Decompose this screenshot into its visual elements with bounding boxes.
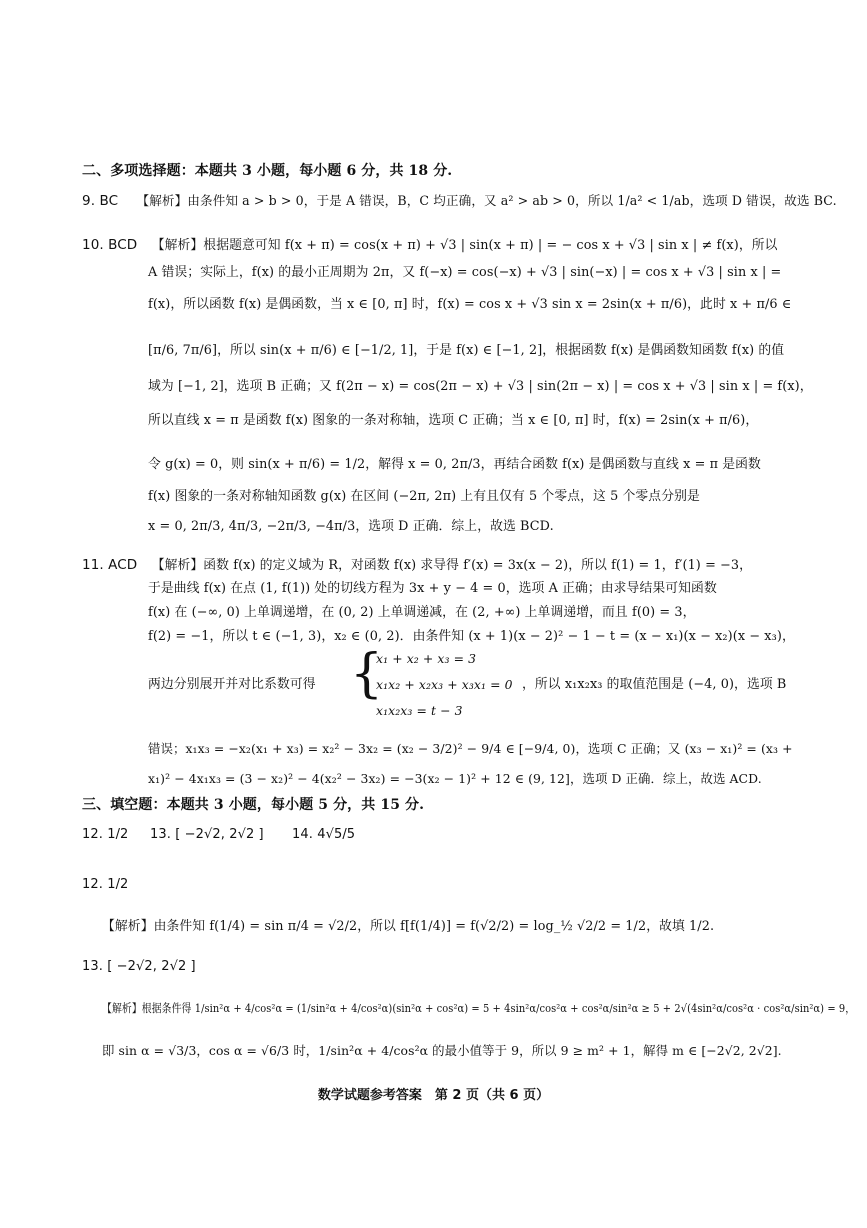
q10-line-6: 所以直线 x = π 是函数 f(x) 图象的一条对称轴，选项 C 正确；当 x ∈ [0, π] 时，f(x) = 2sin(x + π/6)， xyxy=(148,413,759,428)
q12-line-1: 【解析】由条件知 f(1/4) = sin π/4 = √2/2，所以 f[f(1/4)] = f(√2/2) = log_½ √2/2 = 1/2，故填 1/2. xyxy=(102,919,715,934)
q9-line-1: 【解析】由条件知 a > b > 0，于是 A 错误，B，C 均正确，又 a² > ab > 0，所以 1/a² < 1/ab，选项 D 错误，故选 BC. xyxy=(136,193,837,208)
q11-line-6: ，所以 x₁x₂x₃ 的取值范围是 (−4, 0)，选项 B xyxy=(522,677,787,692)
question-11-line-1 xyxy=(82,556,752,575)
section3-heading: 三、填空题：本题共 3 小题，每小题 5 分，共 15 分. xyxy=(82,797,425,813)
q11-number: 11. ACD xyxy=(82,557,138,573)
q13-number: 13. [ −2√2, 2√2 ] xyxy=(82,959,196,974)
q10-line-1: 【解析】根据题意可知 f(x + π) = cos(x + π) + √3 | sin(x + π) | = − cos x + √3 | sin x | ≠ f(x)，所以 xyxy=(151,238,778,253)
q9-number: 9. BC xyxy=(82,193,119,209)
question-9 xyxy=(82,192,837,210)
q11-line-7: 错误；x₁x₃ = −x₂(x₁ + x₃) = x₂² − 3x₂ = (x₂ − 3/2)² − 9/4 ∈ [−9/4, 0)，选项 C 正确；又 (x₃ − x₁)² = (x₃ + xyxy=(148,741,793,756)
answer-summary-13: 13. [ −2√2, 2√2 ] xyxy=(150,827,264,842)
q11-line-4: f(2) = −1，所以 t ∈ (−1, 3)，x₂ ∈ (0, 2)．由条件知 (x + 1)(x − 2)² − 1 − t = (x − x₁)(x − x₂)(x − x₃)， xyxy=(148,629,795,644)
system-eq-3: x₁x₂x₃ = t − 3 xyxy=(376,703,463,718)
q10-line-7: 令 g(x) = 0，则 sin(x + π/6) = 1/2，解得 x = 0, 2π/3，再结合函数 f(x) 是偶函数与直线 x = π 是函数 xyxy=(148,457,761,472)
q11-line-5: 两边分别展开并对比系数可得 xyxy=(148,677,316,692)
answer-summary-12: 12. 1/2 xyxy=(82,827,129,842)
system-eq-2: x₁x₂ + x₂x₃ + x₃x₁ = 0 xyxy=(376,677,513,692)
q10-line-5: 域为 [−1, 2]，选项 B 正确；又 f(2π − x) = cos(2π − x) + √3 | sin(2π − x) | = cos x + √3 | sin x | = f(x)， xyxy=(148,379,813,394)
q11-line-8: x₁)² − 4x₁x₃ = (3 − x₂)² − 4(x₂² − 3x₂) = −3(x₂ − 1)² + 12 ∈ (9, 12]，选项 D 正确．综上，故选 ACD. xyxy=(148,771,762,786)
system-eq-1: x₁ + x₂ + x₃ = 3 xyxy=(376,651,477,666)
q10-number: 10. BCD xyxy=(82,237,138,253)
q11-line-3: f(x) 在 (−∞, 0) 上单调递增，在 (0, 2) 上单调递减，在 (2, +∞) 上单调递增，而且 f(0) = 3， xyxy=(148,605,696,620)
question-10-line-1 xyxy=(82,236,778,255)
section2-heading: 二、多项选择题：本题共 3 小题，每小题 6 分，共 18 分. xyxy=(82,163,453,179)
q10-line-8: f(x) 图象的一条对称轴知函数 g(x) 在区间 (−2π, 2π) 上有且仅有 5 个零点，这 5 个零点分别是 xyxy=(148,489,700,504)
q10-line-2: A 错误；实际上，f(x) 的最小正周期为 2π，又 f(−x) = cos(−x) + √3 | sin(−x) | = cos x + √3 | sin x | = xyxy=(148,265,782,280)
q10-line-3: f(x)，所以函数 f(x) 是偶函数，当 x ∈ [0, π] 时，f(x) = cos x + √3 sin x = 2sin(x + π/6)，此时 x + π/6 ∈ xyxy=(148,297,792,312)
q12-number: 12. 1/2 xyxy=(82,877,129,892)
answer-summary-14: 14. 4√5/5 xyxy=(292,827,356,842)
system-brace: { xyxy=(350,644,384,704)
q13-line-1: 【解析】根据条件得 1/sin²α + 4/cos²α = (1/sin²α + 4/cos²α)(sin²α + cos²α) = 5 + 4sin²α/cos²α + cos²α/sin²α ≥ 5 + 2√(4sin²α/cos²α · cos²α/sin²α) = 9， xyxy=(102,1002,856,1015)
q11-line-2: 于是曲线 f(x) 在点 (1, f(1)) 处的切线方程为 3x + y − 4 = 0，选项 A 正确；由求导结果可知函数 xyxy=(148,581,717,596)
q10-line-9: x = 0, 2π/3, 4π/3, −2π/3, −4π/3，选项 D 正确．综上，故选 BCD. xyxy=(148,519,554,534)
q10-line-4: [π/6, 7π/6]，所以 sin(x + π/6) ∈ [−1/2, 1]，于是 f(x) ∈ [−1, 2]，根据函数 f(x) 是偶函数知函数 f(x) 的值 xyxy=(148,343,785,358)
q13-line-2: 即 sin α = √3/3，cos α = √6/3 时，1/sin²α + 4/cos²α 的最小值等于 9，所以 9 ≥ m² + 1，解得 m ∈ [−2√2, 2√2]. xyxy=(102,1043,782,1058)
page-footer: 数学试题参考答案 第 2 页（共 6 页） xyxy=(317,1088,550,1103)
q11-line-1: 【解析】函数 f(x) 的定义域为 R，对函数 f(x) 求导得 f′(x) = 3x(x − 2)，所以 f(1) = 1，f′(1) = −3， xyxy=(151,558,753,573)
